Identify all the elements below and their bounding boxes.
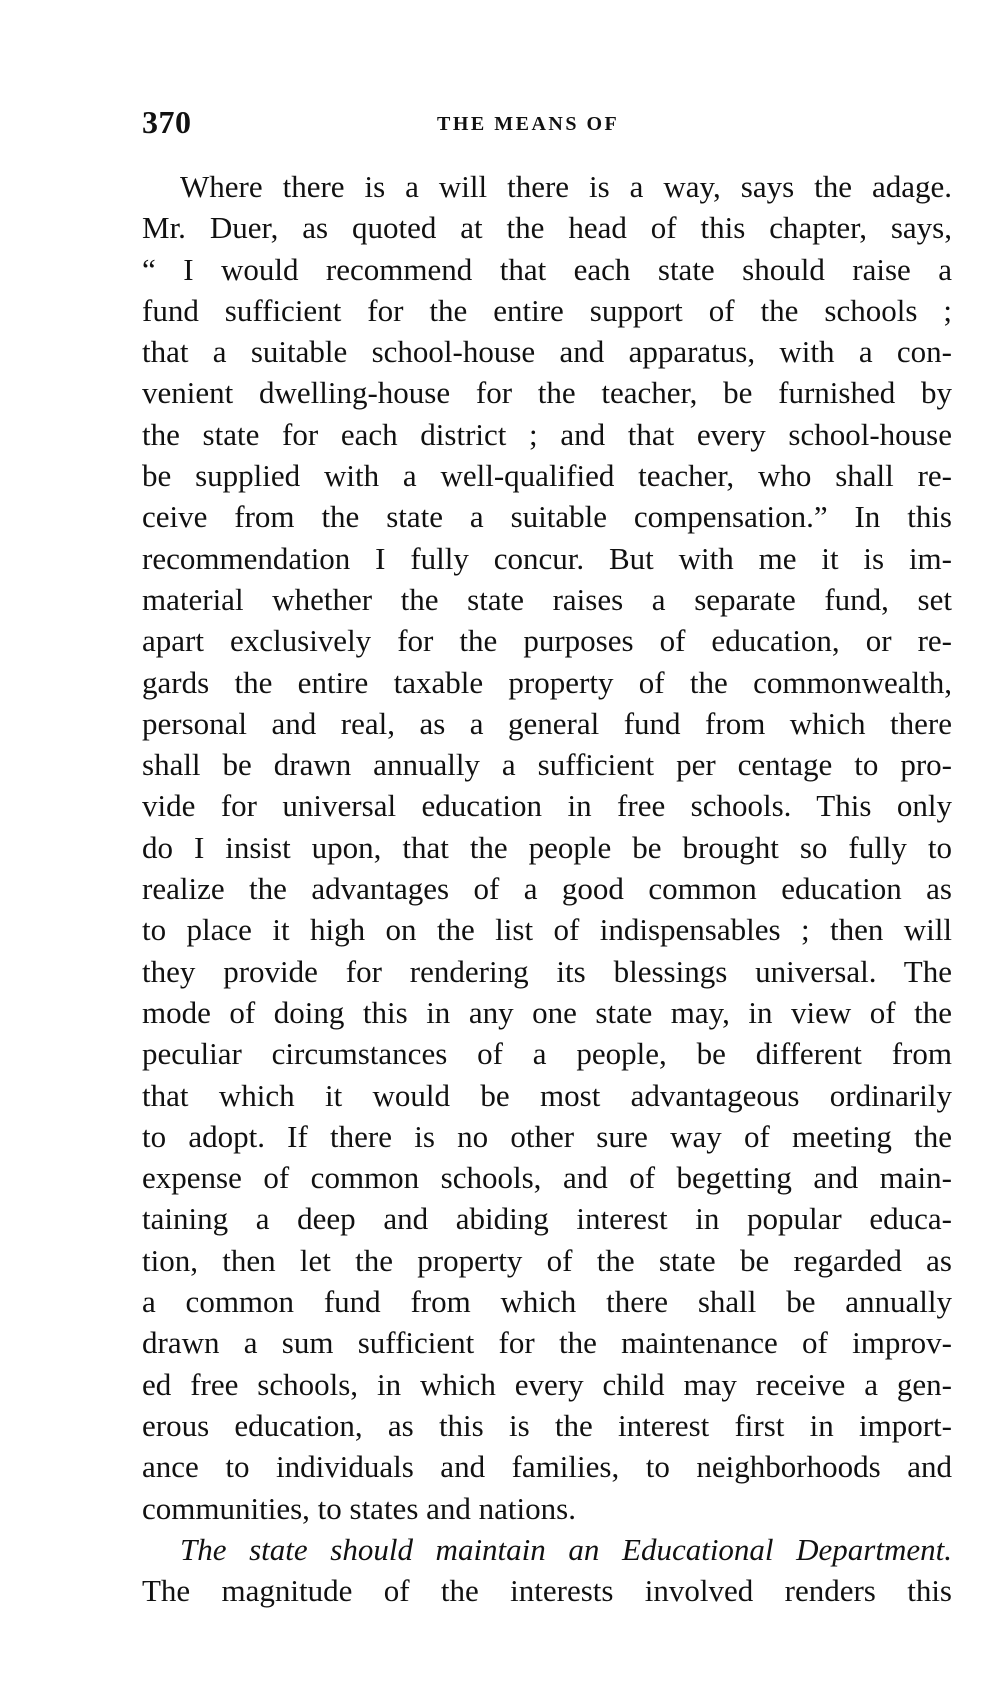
text-line: fund sufficient for the entire support of the schools ; [142, 292, 952, 328]
text-line: taining a deep and abiding interest in popular educa- [142, 1201, 952, 1237]
text-line: to place it high on the list of indispensables ; then will [142, 912, 952, 948]
section-heading: The state should maintain an Educational Department. [180, 1531, 952, 1567]
text-line: “ I would recommend that each state should raise a [142, 251, 952, 287]
text-line: be supplied with a well-qualified teacher, who shall re- [142, 458, 952, 494]
text-line: the state for each district ; and that every school-house [142, 416, 952, 452]
text-line: ance to individuals and families, to neighborhoods and [142, 1449, 952, 1485]
text-line: apart exclusively for the purposes of education, or re- [142, 623, 952, 659]
page-number: 370 [142, 104, 192, 140]
running-head [142, 104, 952, 144]
text-line: communities, to states and nations. [142, 1490, 576, 1526]
text-line: to adopt. If there is no other sure way of meeting the [142, 1118, 952, 1154]
text-line: a common fund from which there shall be annually [142, 1284, 952, 1320]
text-line: they provide for rendering its blessings universal. The [142, 953, 952, 989]
text-line: erous education, as this is the interest first in import- [142, 1407, 952, 1443]
text-line: drawn a sum sufficient for the maintenance of improv- [142, 1325, 952, 1361]
text-line: material whether the state raises a separate fund, set [142, 581, 952, 617]
text-line: that a suitable school-house and apparatus, with a con- [142, 334, 952, 370]
text-line: that which it would be most advantageous ordinarily [142, 1077, 952, 1113]
text-line: shall be drawn annually a sufficient per centage to pro- [142, 747, 952, 783]
text-line: vide for universal education in free schools. This only [142, 788, 952, 824]
text-line: ceive from the state a suitable compensation.” In this [142, 499, 952, 535]
text-line: expense of common schools, and of begetting and main- [142, 1160, 952, 1196]
text-line: do I insist upon, that the people be brought so fully to [142, 829, 952, 865]
text-line: venient dwelling-house for the teacher, be furnished by [142, 375, 952, 411]
body-text [142, 166, 952, 1611]
text-line: recommendation I fully concur. But with me it is im- [142, 540, 952, 576]
text-line: The magnitude of the interests involved renders this [142, 1573, 952, 1609]
text-line: ed free schools, in which every child may receive a gen- [142, 1366, 952, 1402]
text-line: Where there is a will there is a way, says the adage. [180, 169, 952, 204]
text-line: mode of doing this in any one state may, in view of the [142, 994, 952, 1030]
text-line: realize the advantages of a good common education as [142, 871, 952, 907]
running-title: THE MEANS OF [437, 113, 620, 135]
text-line: gards the entire taxable property of the commonwealth, [142, 664, 952, 700]
text-line: peculiar circumstances of a people, be different from [142, 1036, 952, 1072]
text-line: Mr. Duer, as quoted at the head of this chapter, says, [142, 210, 952, 246]
text-line: personal and real, as a general fund from which there [142, 705, 952, 741]
text-line: tion, then let the property of the state be regarded as [142, 1242, 952, 1278]
